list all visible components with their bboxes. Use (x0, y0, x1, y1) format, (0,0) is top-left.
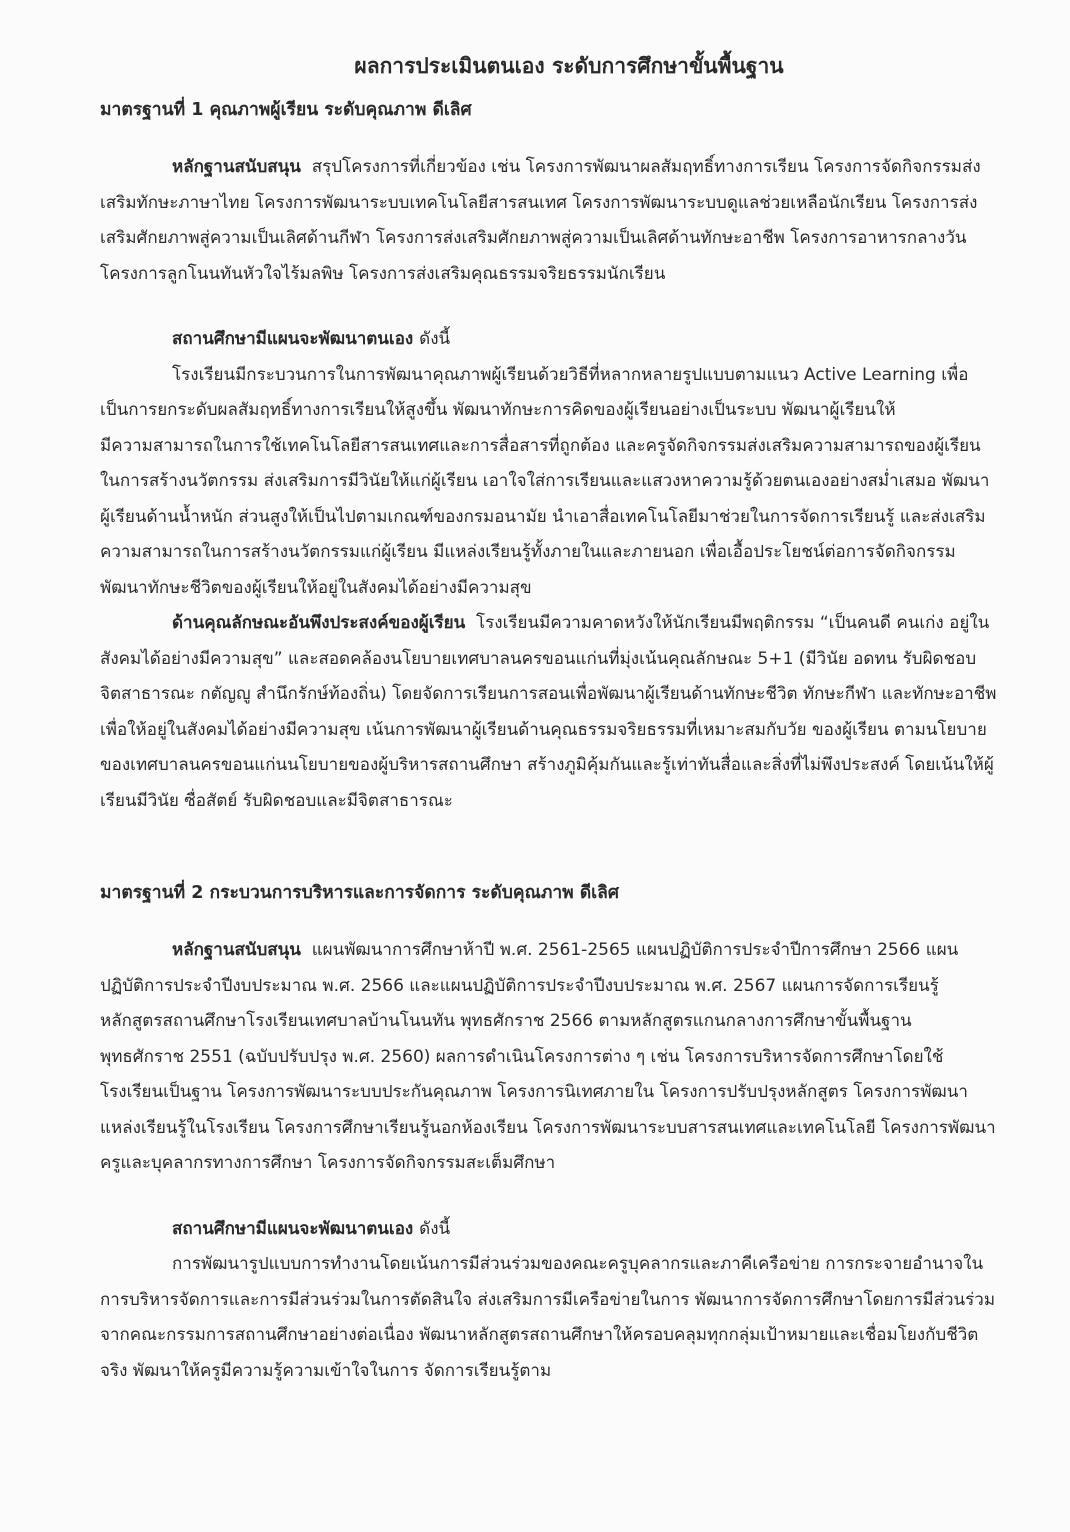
standard-2-plan-paragraph: การพัฒนารูปแบบการทำงานโดยเน้นการมีส่วนร่วมของคณะครูบุคลากรและภาคีเครือข่าย การกระจายอำนาจในการบริหารจัดการและการมีส่วนร่วมในการตัดสินใจ ส่งเสริมการมีเครือข่ายในการ พัฒนาการจัดการศึกษาโดยการมีส่วนร่วมจากคณะกรรมการสถานศึกษาอย่างต่อเนื่อง พัฒนาหลักสูตรสถานศึกษาให้ครอบคลุมทุกกลุ่มเป้าหมายและเชื่อมโยงกับชีวิตจริง พัฒนาให้ครูมีความรู้ความเข้าใจในการ จัดการเรียนรู้ตาม (100, 1254, 996, 1381)
standard-2-heading: มาตรฐานที่ 2 กระบวนการบริหารและการจัดการ ระดับคุณภาพ ดีเลิศ (100, 883, 619, 903)
standard-2-evidence-paragraph (100, 933, 998, 1182)
standard-2-plan-label: สถานศึกษามีแผนจะพัฒนาตนเอง (172, 1218, 414, 1239)
standard-1-heading: มาตรฐานที่ 1 คุณภาพผู้เรียน ระดับคุณภาพ ดีเลิศ (100, 100, 472, 120)
standard-2-evidence-text: แผนพัฒนาการศึกษาห้าปี พ.ศ. 2561-2565 แผนปฏิบัติการประจำปีการศึกษา 2566 แผนปฏิบัติการประจำปีงบประมาณ พ.ศ. 2566 และแผนปฏิบัติการประจำปีงบประมาณ พ.ศ. 2567 แผนการจัดการเรียนรู้ หลักสูตรสถานศึกษาโรงเรียนเทศบาลบ้านโนนทัน พุทธศักราช 2566 ตามหลักสูตรแกนกลางการศึกษาขั้นพื้นฐาน พุทธศักราช 2551 (ฉบับปรับปรุง พ.ศ. 2560) ผลการดำเนินโครงการต่าง ๆ เช่น โครงการบริหารจัดการศึกษาโดยใช้โรงเรียนเป็นฐาน โครงการพัฒนาระบบประกันคุณภาพ โครงการนิเทศภายใน โครงการปรับปรุงหลักสูตร โครงการพัฒนาแหล่งเรียนรู้ในโรงเรียน โครงการศึกษาเรียนรู้นอกห้องเรียน โครงการพัฒนาระบบสารสนเทศและเทคโนโลยี โครงการพัฒนาครูและบุคลากรทางการศึกษา โครงการจัดกิจกรรมสะเต็มศึกษา (100, 940, 996, 1173)
standard-1-plan-paragraph-1: โรงเรียนมีกระบวนการในการพัฒนาคุณภาพผู้เรียนด้วยวิธีที่หลากหลายรูปแบบตามแนว Active Learning เพื่อเป็นการยกระดับผลสัมฤทธิ์ทางการเรียนให้สูงขึ้น พัฒนาทักษะการคิดของผู้เรียนอย่างเป็นระบบ พัฒนาผู้เรียนให้ (100, 364, 969, 420)
standard-1-evidence-text: สรุปโครงการที่เกี่ยวข้อง เช่น โครงการพัฒนาผลสัมฤทธิ์ทางการเรียน โครงการจัดกิจกรรมส่งเสริมทักษะภาษาไทย โครงการพัฒนาระบบเทคโนโลยีสารสนเทศ โครงการพัฒนาระบบดูแลช่วยเหลือนักเรียน โครงการส่งเสริมศักยภาพสู่ความเป็นเลิศด้านกีฬา โครงการส่งเสริมศักยภาพสู่ความเป็นเลิศด้านทักษะอาชีพ โครงการอาหารกลางวัน โครงการลูกโนนทันหัวใจไร้มลพิษ โครงการส่งเสริมคุณธรรมจริยธรรมนักเรียน (100, 157, 981, 284)
page-title: ผลการประเมินตนเอง ระดับการศึกษาขั้นพื้นฐาน (354, 54, 784, 78)
standard-1-plan-paragraph-2: มีความสามารถในการใช้เทคโนโลยีสารสนเทศและการสื่อสารที่ถูกต้อง และครูจัดกิจกรรมส่งเสริมความสามารถของผู้เรียนในการสร้างนวัตกรรม ส่งเสริมการมีวินัยให้แก่ผู้เรียน เอาใจใส่การเรียนและแสวงหาความรู้ด้วยตนเองอย่างสม่ำเสมอ พัฒนาผู้เรียนด้านน้ำหนัก ส่วนสูงให้เป็นไปตามเกณฑ์ของกรมอนามัย นำเอาสื่อเทคโนโลยีมาช่วยในการจัดการเรียนรู้ และส่งเสริมความสามารถในการสร้างนวัตกรรมแก่ผู้เรียน มีแหล่งเรียนรู้ทั้งภายในและภายนอก เพื่อเอื้อประโยชน์ต่อการจัดกิจกรรมพัฒนาทักษะชีวิตของผู้เรียนให้อยู่ในสังคมได้อย่างมีความสุข (100, 435, 990, 598)
standard-1-character-label: ด้านคุณลักษณะอันพึงประสงค์ของผู้เรียน (172, 613, 466, 633)
standard-2-plan-heading (100, 1212, 998, 1248)
standard-1-evidence-paragraph (100, 150, 998, 292)
standard-1-plan-label: สถานศึกษามีแผนจะพัฒนาตนเอง (172, 329, 414, 349)
standard-1-plan-heading (100, 322, 998, 358)
standard-2-evidence-label: หลักฐานสนับสนุน (172, 940, 301, 960)
standard-2-plan-suffix: ดังนี้ (419, 1218, 451, 1239)
standard-1-character-paragraph (100, 606, 998, 819)
standard-1-plan-suffix: ดังนี้ (419, 329, 451, 349)
standard-1-character-text: โรงเรียนมีความคาดหวังให้นักเรียนมีพฤติกรรม “เป็นคนดี คนเก่ง อยู่ในสังคมได้อย่างมีความสุข” และสอดคล้องนโยบายเทศบาลนครขอนแก่นที่มุ่งเน้นคุณลักษณะ 5+1 (มีวินัย อดทน รับผิดชอบ จิตสาธารณะ กตัญญู สำนึกรักษ์ท้องถิ่น) โดยจัดการเรียนการสอนเพื่อพัฒนาผู้เรียนด้านทักษะชีวิต ทักษะกีฬา และทักษะอาชีพ เพื่อให้อยู่ในสังคมได้อย่างมีความสุข เน้นการพัฒนาผู้เรียนด้านคุณธรรมจริยธรรมที่เหมาะสมกับวัย ของผู้เรียน ตามนโยบายของเทศบาลนครขอนแก่นนโยบายของผู้บริหารสถานศึกษา สร้างภูมิคุ้มกันและรู้เท่าทันสื่อและสิ่งที่ไม่พึงประสงค์ โดยเน้นให้ผู้เรียนมีวินัย ซื่อสัตย์ รับผิดชอบและมีจิตสาธารณะ (100, 613, 997, 811)
standard-1-evidence-label: หลักฐานสนับสนุน (172, 157, 301, 177)
